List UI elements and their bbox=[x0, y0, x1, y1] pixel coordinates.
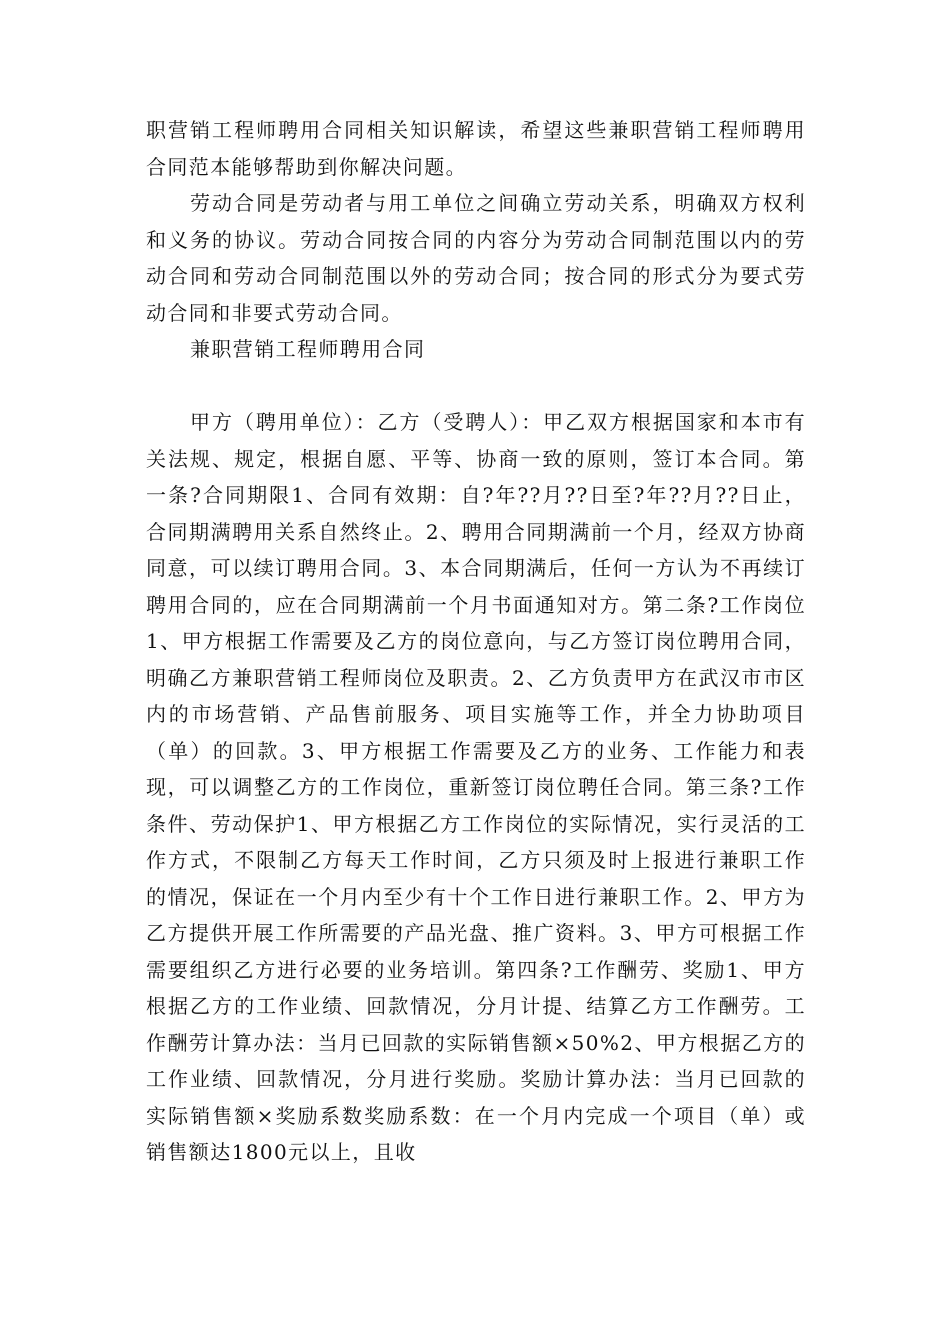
contract-title: 兼职营销工程师聘用合同 bbox=[190, 337, 426, 361]
paragraph-intro-continuation: 职营销工程师聘用合同相关知识解读，希望这些兼职营销工程师聘用合同范本能够帮助到你解决问题。 bbox=[146, 118, 806, 179]
document-body bbox=[146, 112, 806, 1171]
paragraph-labor-contract-definition: 劳动合同是劳动者与用工单位之间确立劳动关系，明确双方权利和义务的协议。劳动合同按合同的内容分为劳动合同制范围以内的劳动合同和劳动合同制范围以外的劳动合同；按合同的形式分为要式劳动合同和非要式劳动合同。 bbox=[146, 191, 806, 325]
blank-line bbox=[146, 368, 806, 405]
paragraph-contract-body: 甲方（聘用单位）：乙方（受聘人）：甲乙双方根据国家和本市有关法规、规定，根据自愿、平等、协商一致的原则，签订本合同。第一条?合同期限1、合同有效期：自?年??月??日至?年??月??日止，合同期满聘用关系自然终止。2、聘用合同期满前一个月，经双方协商同意，可以续订聘用合同。3、本合同期满后，任何一方认为不再续订聘用合同的，应在合同期满前一个月书面通知对方。第二条?工作岗位1、甲方根据工作需要及乙方的岗位意向，与乙方签订岗位聘用合同，明确乙方兼职营销工程师岗位及职责。2、乙方负责甲方在武汉市市区内的市场营销、产品售前服务、项目实施等工作，并全力协助项目（单）的回款。3、甲方根据工作需要及乙方的业务、工作能力和表现，可以调整乙方的工作岗位，重新签订岗位聘任合同。第三条?工作条件、劳动保护1、甲方根据乙方工作岗位的实际情况，实行灵活的工作方式，不限制乙方每天工作时间，乙方只须及时上报进行兼职工作的情况，保证在一个月内至少有十个工作日进行兼职工作。2、甲方为乙方提供开展工作所需要的产品光盘、推广资料。3、甲方可根据工作需要组织乙方进行必要的业务培训。第四条?工作酬劳、奖励1、甲方根据乙方的工作业绩、回款情况，分月计提、结算乙方工作酬劳。工作酬劳计算办法：当月已回款的实际销售额×50%2、甲方根据乙方的工作业绩、回款情况，分月进行奖励。奖励计算办法：当月已回款的实际销售额×奖励系数奖励系数：在一个月内完成一个项目（单）或销售额达1800元以上，且收 bbox=[146, 410, 806, 1164]
